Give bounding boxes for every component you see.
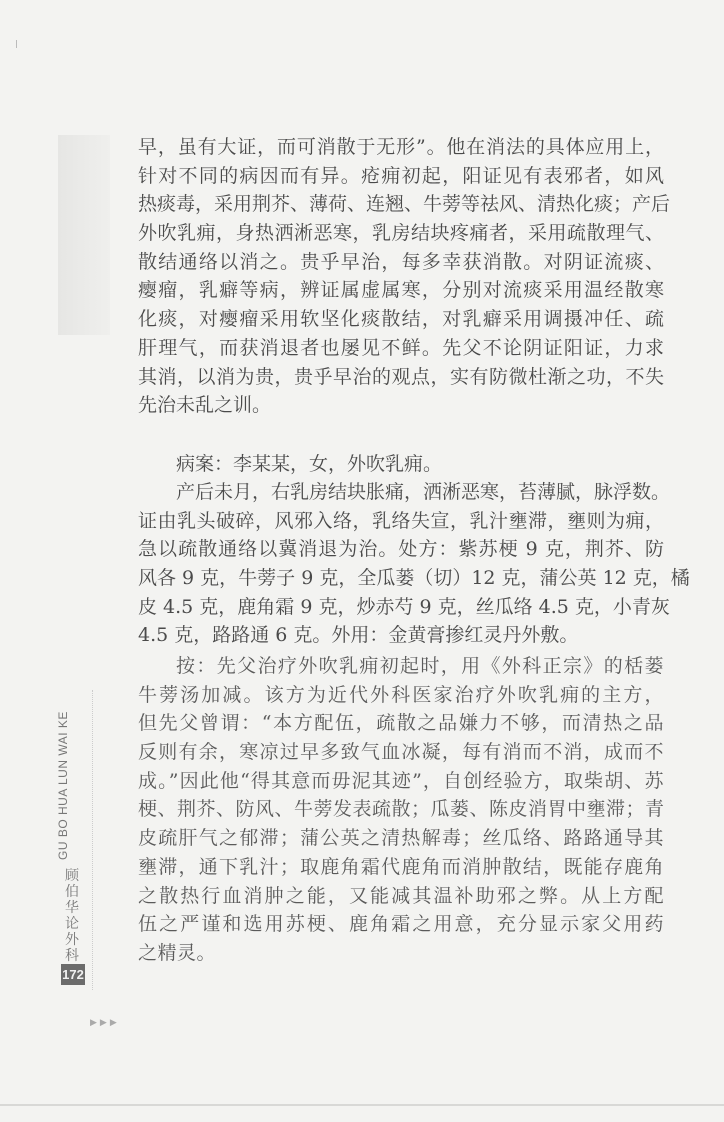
case-title [138, 450, 664, 479]
scan-mark [16, 40, 17, 48]
text-line: 风各 9 克，牛蒡子 9 克，全瓜蒌（切）12 克，蒲公英 12 克，橘 [138, 567, 690, 590]
page-number: 172 [61, 964, 85, 985]
text-line: 证由乳头破碎，风邪入络，乳络失宣，乳汁壅滞，壅则为痈， [138, 509, 664, 532]
text-line: 肝理气，而获消退者也屡见不鲜。先父不论阴证阳证，力求 [138, 336, 664, 359]
text-line: 按：先父治疗外吹乳痈初起时，用《外科正宗》的栝蒌 [176, 655, 664, 677]
text-line: 反则有余，寒凉过早多致气血冰凝，每有消而不消，成而不 [138, 741, 664, 764]
page-bottom-edge [0, 1104, 724, 1106]
text-line: 产后未月，右乳房结块胀痛，洒淅恶寒，苔薄腻，脉浮数。 [176, 481, 671, 503]
paragraph-commentary [138, 652, 664, 968]
running-head-pinyin: GU BO HUA LUN WAI KE [56, 711, 70, 860]
text-line: 热痰毒，采用荆芥、薄荷、连翘、牛蒡等祛风、清热化痰；产后 [138, 193, 671, 216]
title-char: 顾 [65, 868, 79, 884]
text-line: 但先父曾谓：“本方配伍，疏散之品嫌力不够，而清热之品 [138, 712, 664, 735]
text-line: 急以疏散通络以冀消退为治。处方：紫苏梗 9 克，荆芥、防 [138, 538, 664, 561]
case-title-text: 病案：李某某，女，外吹乳痈。 [176, 453, 443, 475]
text-line: 成。”因此他“得其意而毋泥其迹”，自创经验方，取柴胡、苏 [138, 769, 664, 792]
text-line: 其消，以消为贵，贵乎早治的观点，实有防微杜渐之功，不失 [138, 365, 664, 388]
text-line: 皮 4.5 克，鹿角霜 9 克，炒赤芍 9 克，丝瓜络 4.5 克，小青灰 [138, 595, 670, 618]
text-line: 瘿瘤，乳癖等病，辨证属虚属寒，分别对流痰采用温经散寒 [138, 279, 664, 302]
text-line: 皮疏肝气之郁滞；蒲公英之清热解毒；丝瓜络、路路通导其 [138, 827, 664, 850]
title-char: 华 [65, 900, 79, 916]
text-line: 散结通络以消之。贵乎早治，每多幸获消散。对阴证流痰、 [138, 250, 664, 273]
text-line: 外吹乳痈，身热洒淅恶寒，乳房结块疼痛者，采用疏散理气、 [138, 222, 664, 245]
title-char: 外 [65, 932, 79, 948]
title-char: 论 [65, 916, 79, 932]
margin-dotted-rule [92, 690, 93, 990]
paragraph-消法 [138, 133, 671, 420]
text-line: 梗、荆芥、防风、牛蒡发表疏散；瓜蒌、陈皮消胃中壅滞；青 [138, 798, 665, 821]
title-char: 科 [65, 948, 79, 964]
text-line: 壅滞，通下乳汁；取鹿角霜代鹿角而消肿散结，既能存鹿角 [138, 855, 664, 878]
margin-band [58, 135, 110, 335]
text-line: 针对不同的病因而有异。疮痈初起，阳证见有表邪者，如风 [138, 164, 664, 187]
text-line: 先治未乱之训。 [138, 394, 272, 417]
text-line: 之精灵。 [138, 941, 217, 964]
text-line: 早，虽有大证，而可消散于无形”。他在消法的具体应用上， [138, 136, 664, 158]
text-line: 伍之严谨和选用苏梗、鹿角霜之用意，充分显示家父用药 [138, 913, 664, 936]
text-line: 之散热行血消肿之能，又能减其温补助邪之弊。从上方配 [138, 884, 664, 907]
arrow-icons: ▶▶▶ [90, 1018, 120, 1028]
running-head-title [62, 868, 82, 964]
title-char: 伯 [65, 884, 79, 900]
text-line: 化痰，对瘿瘤采用软坚化痰散结，对乳癖采用调摄冲任、疏 [138, 308, 664, 331]
paragraph-case-detail [138, 478, 690, 650]
text-line: 4.5 克，路路通 6 克。外用：金黄膏掺红灵丹外敷。 [138, 624, 579, 647]
text-line: 牛蒡汤加减。该方为近代外科医家治疗外吹乳痈的主方， [138, 683, 664, 706]
